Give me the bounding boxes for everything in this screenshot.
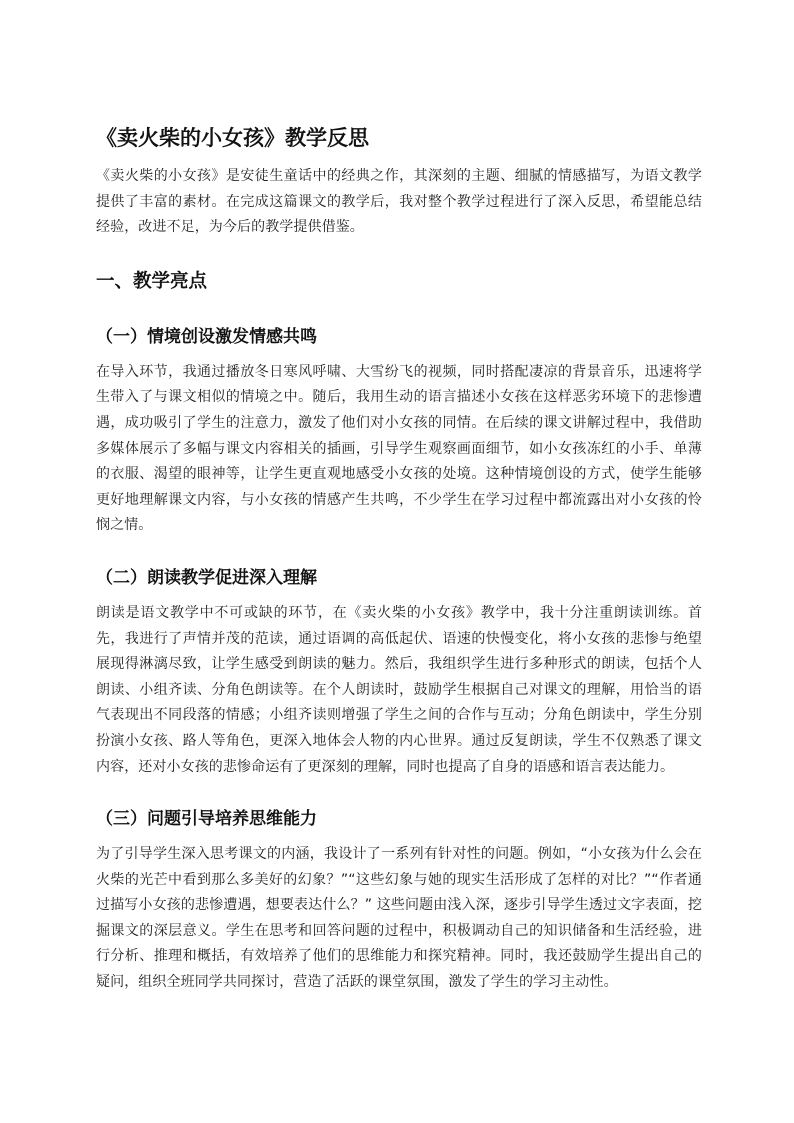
section-heading-teaching-highlights: 一、教学亮点 bbox=[96, 270, 208, 292]
subsection-heading-reading: （二）朗读教学促进深入理解 bbox=[96, 567, 317, 588]
document-page bbox=[96, 120, 702, 996]
subsection-heading-situation: （一）情境创设激发情感共鸣 bbox=[96, 326, 317, 347]
subsection-body-reading: 朗读是语文教学中不可或缺的环节，在《卖火柴的小女孩》教学中，我十分注重朗读训练。首先，我进行了声情并茂的范读，通过语调的高低起伏、语速的快慢变化，将小女孩的悲惨与绝望展现得淋漓尽致，让学生感受到朗读的魅力。然后，我组织学生进行多种形式的朗读，包括个人朗读、小组齐读、分角色朗读等。在个人朗读时，鼓励学生根据自己对课文的理解，用恰当的语气表现出不同段落的情感；小组齐读则增强了学生之间的合作与互动；分角色朗读中，学生分别扮演小女孩、路人等角色，更深入地体会人物的内心世界。通过反复朗读，学生不仅熟悉了课文内容，还对小女孩的悲惨命运有了更深刻的理解，同时也提高了自身的语感和语言表达能力。 bbox=[96, 604, 702, 775]
subsection-body-situation: 在导入环节，我通过播放冬日寒风呼啸、大雪纷飞的视频，同时搭配凄凉的背景音乐，迅速将学生带入了与课文相似的情境之中。随后，我用生动的语言描述小女孩在这样恶劣环境下的悲惨遭遇，成功吸引了学生的注意力，激发了他们对小女孩的同情。在后续的课文讲解过程中，我借助多媒体展示了多幅与课文内容相关的插画，引导学生观察画面细节，如小女孩冻红的小手、单薄的衣服、渴望的眼神等，让学生更直观地感受小女孩的处境。这种情境创设的方式，使学生能够更好地理解课文内容，与小女孩的情感产生共鸣，不少学生在学习过程中都流露出对小女孩的怜悯之情。 bbox=[96, 363, 702, 534]
subsection-body-questions: 为了引导学生深入思考课文的内涵，我设计了一系列有针对性的问题。例如，“小女孩为什么会在火柴的光芒中看到那么多美好的幻象？”“这些幻象与她的现实生活形成了怎样的对比？”“作者通过描写小女孩的悲惨遭遇，想要表达什么？” 这些问题由浅入深，逐步引导学生透过文字表面，挖掘课文的深层意义。学生在思考和回答问题的过程中，积极调动自己的知识储备和生活经验，进行分析、推理和概括，有效培养了他们的思维能力和探究精神。同时，我还鼓励学生提出自己的疑问，组织全班同学共同探讨，营造了活跃的课堂氛围，激发了学生的学习主动性。 bbox=[96, 846, 702, 991]
subsection-heading-questions: （三）问题引导培养思维能力 bbox=[96, 809, 317, 830]
intro-paragraph: 《卖火柴的小女孩》是安徒生童话中的经典之作，其深刻的主题、细腻的情感描写，为语文教学提供了丰富的素材。在完成这篇课文的教学后，我对整个教学过程进行了深入反思，希望能总结经验，改进不足，为今后的教学提供借鉴。 bbox=[96, 168, 702, 236]
document-title: 《卖火柴的小女孩》教学反思 bbox=[96, 126, 369, 150]
